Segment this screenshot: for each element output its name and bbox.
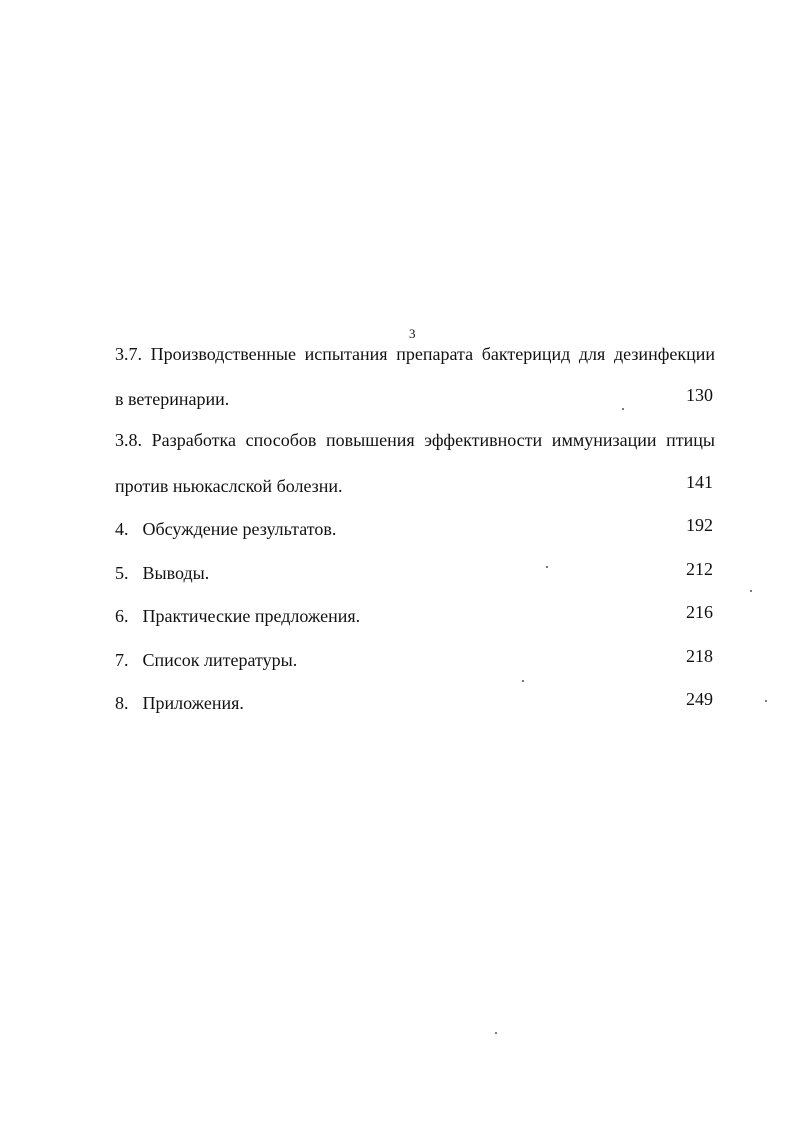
toc-entry-3-8-title-part-2: против ньюкаслской болезни.	[115, 476, 343, 496]
toc-entry-3-8-page: 141	[686, 472, 713, 492]
toc-entry-3-8-line-1	[115, 428, 715, 452]
toc-entry-4-page: 192	[686, 515, 713, 535]
toc-entry-5-page: 212	[686, 559, 713, 579]
toc-entry-7-number: 7.	[115, 650, 129, 670]
toc-entry-6-title: Практические предложения.	[142, 606, 361, 626]
scan-speck	[622, 408, 624, 410]
toc-entry-5-title: Выводы.	[142, 563, 210, 583]
toc-entry-3-8-title-part-1: 3.8. Разработка способов повышения эффективности иммунизации птицы	[115, 430, 715, 450]
toc-entry-8	[115, 691, 715, 715]
toc-entry-6-number: 6.	[115, 606, 129, 626]
toc-entry-4-number: 4.	[115, 519, 129, 539]
toc-entry-3-7-title-part-1: 3.7. Производственные испытания препарата бактерицид для дезинфекции	[115, 344, 715, 364]
toc-entry-4-title: Обсуждение результатов.	[142, 519, 337, 539]
scan-speck	[495, 1032, 497, 1034]
toc-entry-4	[115, 517, 715, 541]
scan-speck	[765, 700, 767, 702]
toc-entry-8-title: Приложения.	[142, 693, 244, 713]
toc-entry-3-8-line-2	[115, 474, 715, 498]
toc-entry-3-7-title-part-2: в ветеринарии.	[115, 389, 230, 409]
scan-speck	[750, 590, 752, 592]
toc-entry-3-7-page: 130	[686, 385, 713, 405]
toc-entry-8-page: 249	[686, 689, 713, 709]
toc-entry-3-7-line-2	[115, 387, 715, 411]
toc-entry-8-number: 8.	[115, 693, 129, 713]
toc-entry-6-page: 216	[686, 602, 713, 622]
page-number: 3	[409, 326, 416, 341]
toc-entry-6	[115, 604, 715, 628]
toc-entry-5-number: 5.	[115, 563, 129, 583]
toc-entry-5	[115, 561, 715, 585]
toc-entry-3-7-line-1	[115, 342, 715, 366]
toc-entry-7-page: 218	[686, 646, 713, 666]
scan-speck	[522, 680, 524, 682]
toc-entry-7	[115, 648, 715, 672]
scan-speck	[546, 566, 548, 568]
toc-entry-7-title: Список литературы.	[142, 650, 298, 670]
